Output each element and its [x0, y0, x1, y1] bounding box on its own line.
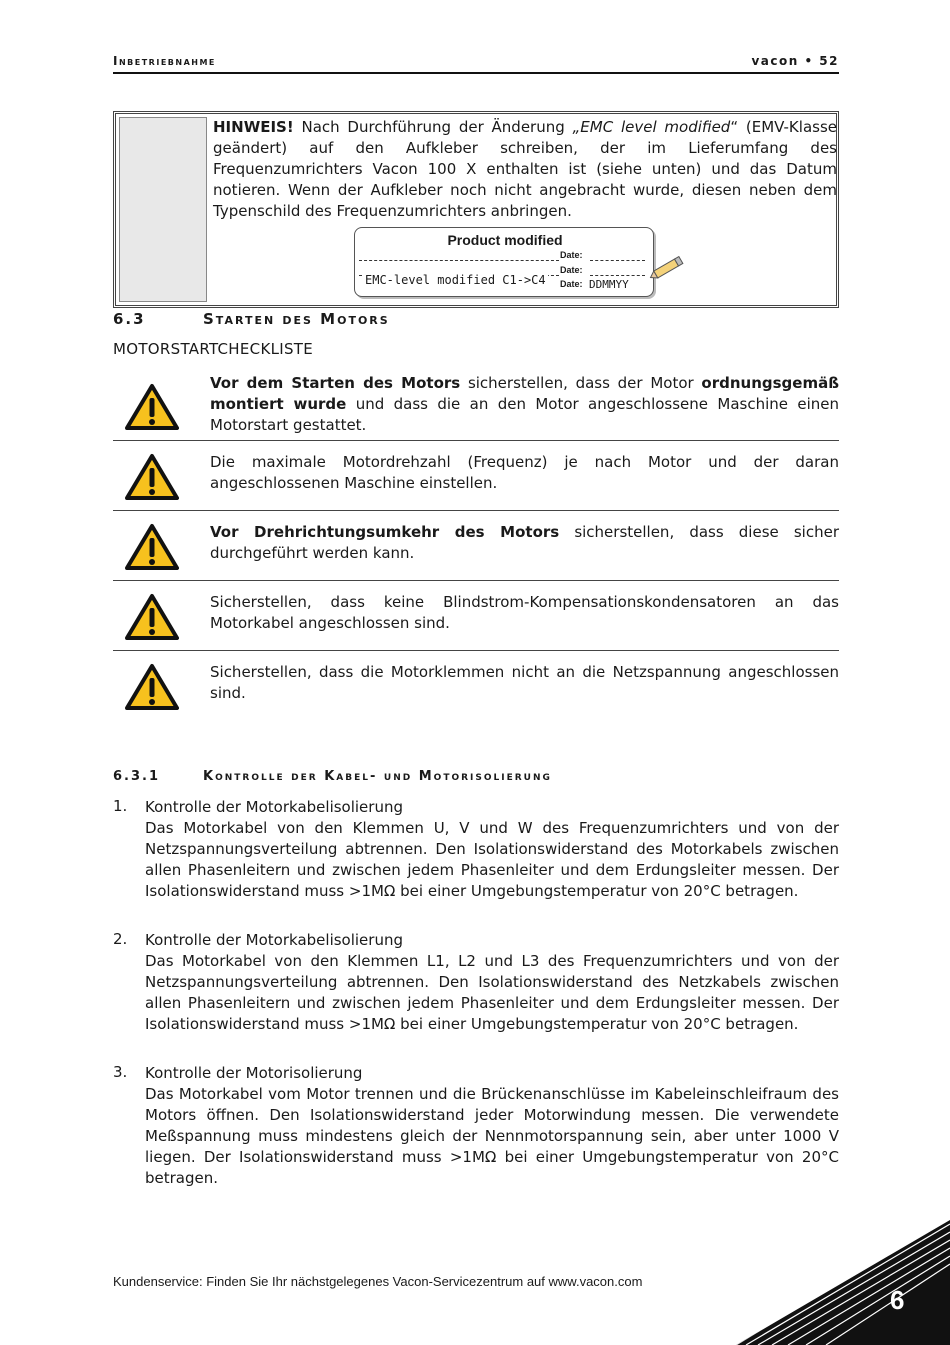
warning-text: Die maximale Motordrehzahl (Frequenz) je nach Motor und der daran angeschlossenen Maschine einstellen. — [210, 453, 839, 492]
subsection-heading: 6.3.1 Kontrolle der Kabel- und Motorisolierung — [113, 769, 552, 784]
note-margin — [119, 117, 207, 302]
warning-text: Vor dem Starten des Motors sicherstellen, dass der Motor ordnungsgemäß montiert wurde und dass die an den Motor angeschlossene Maschine einen Motorstart gestattet. — [210, 374, 839, 434]
sticker-emc-text: EMC-level modified C1->C4 — [365, 273, 546, 287]
header-title: Inbetriebnahme — [113, 54, 216, 68]
list-number: 3. — [113, 1063, 128, 1081]
list-item-text: Das Motorkabel von den Klemmen L1, L2 und L3 des Frequenzumrichters und von der Netzspannungsverteilung abtrennen. Den Isolationswiderstand des Netzkabels zwischen allen Phasenleitern und zwischen jedem Phasenleiter und dem Erdungsleiter messen. Der Isolationswiderstand muss >1MΩ bei einer Umgebungstemperatur von 20°C betragen. — [145, 952, 839, 1033]
note-text: HINWEIS! Nach Durchführung der Änderung „EMC level modified“ (EMV-Klasse geändert) auf den Aufkleber schreiben, der im Lieferumfang des Frequenzumrichters Vacon 100 X enthalten ist (siehe unten) und das Datum notieren. Wenn der Aufkleber noch nicht angebracht wurde, diesen neben dem Typenschild des Frequenzumrichters anbringen. — [213, 118, 837, 220]
sticker-date-label: Date: — [560, 265, 583, 275]
list-number: 2. — [113, 930, 128, 948]
chapter-tab — [736, 1220, 950, 1345]
page-header — [113, 54, 839, 74]
section-heading: 6.3 Starten des Motors — [113, 310, 390, 328]
sticker-date-value: DDMMYY — [589, 278, 629, 291]
product-modified-sticker — [354, 227, 654, 297]
header-page-number: vacon • 52 — [751, 54, 839, 68]
chapter-number: 6 — [890, 1285, 905, 1315]
warning-icon — [125, 523, 179, 571]
warning-row — [113, 511, 839, 581]
list-item-text: Das Motorkabel von den Klemmen U, V und W des Frequenzumrichters und von der Netzspannungsverteilung abtrennen. Den Isolationswiderstand des Motorkabels zwischen allen Phasenleitern und zwischen jedem Phasenleiter und dem Erdungsleiter messen. Der Isolationswiderstand muss >1MΩ bei einer Umgebungstemperatur von 20°C betragen. — [145, 819, 839, 900]
note-label: HINWEIS! — [213, 118, 294, 136]
page-footer: Kundenservice: Finden Sie Ihr nächstgelegenes Vacon-Servicezentrum auf www.vacon.com — [113, 1274, 643, 1289]
warning-row — [113, 441, 839, 511]
warning-text: Sicherstellen, dass keine Blindstrom-Kompensationskondensatoren an das Motorkabel angeschlossen sind. — [210, 593, 839, 632]
list-item-heading: Kontrolle der Motorisolierung — [145, 1064, 363, 1082]
checklist-label: MOTORSTARTCHECKLISTE — [113, 340, 314, 358]
list-item-text: Das Motorkabel vom Motor trennen und die Brückenanschlüsse im Kabeleinschleifraum des Motors öffnen. Den Isolationswiderstand jeder Motorwindung messen. Die verwendete Meßspannung muss mindestens gleich der Nennmotorspannung sein, aber unter 1000 V liegen. Der Isolationswiderstand muss >1MΩ bei einer Umgebungstemperatur von 20°C betragen. — [145, 1085, 839, 1187]
warning-icon — [125, 663, 179, 711]
sticker-title: Product modified — [447, 232, 563, 248]
warning-icon — [125, 383, 179, 431]
warning-text: Vor Drehrichtungsumkehr des Motors sicherstellen, dass diese sicher durchgeführt werden kann. — [210, 523, 839, 562]
pencil-icon — [648, 254, 686, 282]
warning-text: Sicherstellen, dass die Motorklemmen nicht an die Netzspannung angeschlossen sind. — [210, 663, 839, 702]
list-number: 1. — [113, 797, 128, 815]
warning-row — [113, 651, 839, 721]
warning-icon — [125, 593, 179, 641]
list-item-heading: Kontrolle der Motorkabelisolierung — [145, 798, 403, 816]
warning-row — [113, 581, 839, 651]
warning-row — [113, 371, 839, 441]
sticker-date-label: Date: — [560, 250, 583, 260]
warning-icon — [125, 453, 179, 501]
sticker-date-label: Date: — [560, 279, 583, 289]
list-item-heading: Kontrolle der Motorkabelisolierung — [145, 931, 403, 949]
